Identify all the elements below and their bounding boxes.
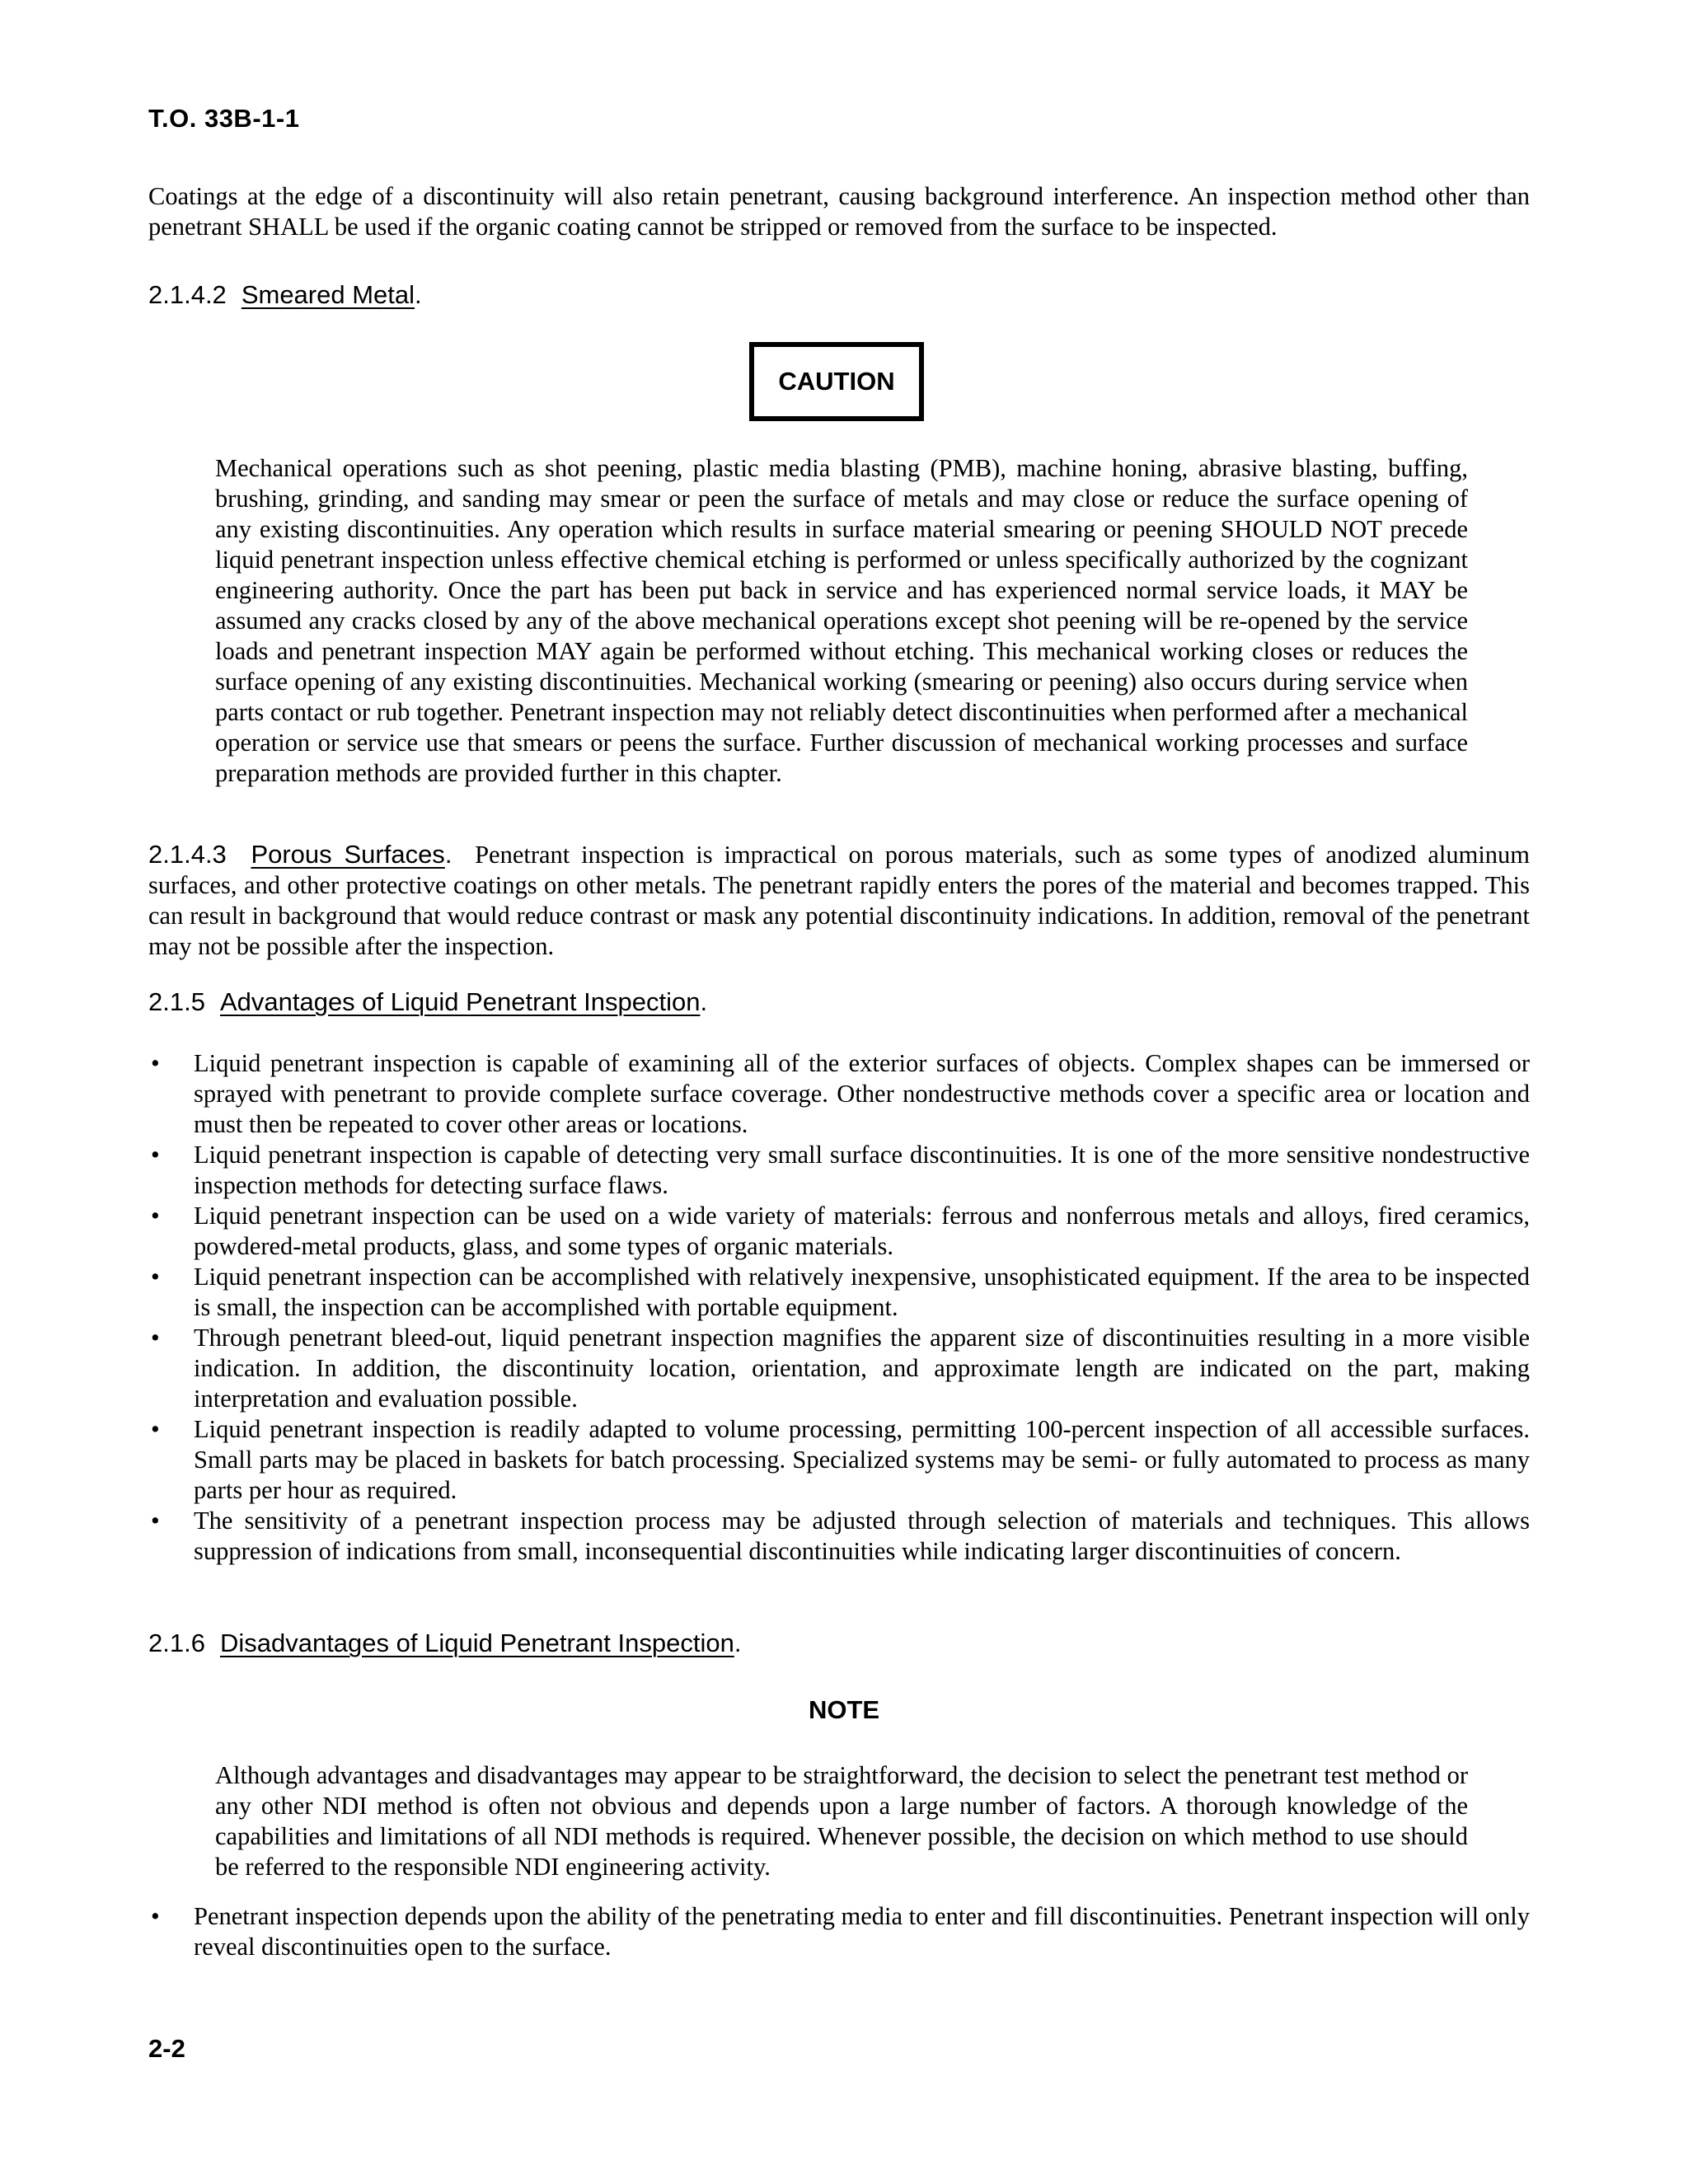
bullet-icon: • — [151, 1324, 160, 1352]
caution-text: Mechanical operations such as shot peening, plastic media blasting (PMB), machine honing, abrasive blasting, buffing, brushing, grinding, and sanding may smear or peen the surface of metals and may close or reduce the surface opening of any existing discontinuities. Any operation which results in surface material smearing or peening SHOULD NOT precede liquid penetrant inspection unless effective chemical etching is performed or unless specifically authorized by the cognizant engineering authority. Once the part has been put back in service and has experienced normal service loads, it MAY be assumed any cracks closed by any of the above mechanical operations except shot peening will be re-opened by the service loads and penetrant inspection MAY again be performed without etching. This mechanical working closes or reduces the surface opening of any existing discontinuities. Mechanical working (smearing or peening) also occurs during service when parts contact or rub together. Penetrant inspection may not reliably detect discontinuities when performed after a mechanical operation or service use that smears or peens the surface. Further discussion of mechanical working processes and surface preparation methods are provided further in this chapter. — [215, 454, 1468, 787]
section-number: 2.1.4.2 — [148, 280, 227, 309]
disadvantages-list — [148, 1901, 1530, 1962]
document-id-header: T.O. 33B-1-1 — [148, 104, 300, 133]
section-title: Disadvantages of Liquid Penetrant Inspection — [219, 1629, 734, 1657]
list-item: • Liquid penetrant inspection is capable of examining all of the exterior surfaces of objects. Complex shapes can be immersed or sprayed with penetrant to provide complete surface coverage. Other nondestructive methods cover a specific area or location and must then be repeated to cover other areas or locations. — [151, 1049, 1530, 1138]
section-title: Porous Surfaces — [251, 840, 445, 869]
bullet-icon: • — [151, 1263, 160, 1291]
section-text: Penetrant inspection is impractical on porous materials, such as some types of anodized aluminum surfaces, and other protective coatings on other metals. The penetrant rapidly enters the pores of the material and becomes trapped. This can result in background that would reduce contrast or mask any potential discontinuity indications. In addition, removal of the penetrant may not be possible after the inspection. — [148, 841, 1531, 960]
section-paragraph-2143 — [148, 839, 1530, 962]
section-heading-2143: 2.1.4.3 Porous Surfaces. — [148, 840, 452, 869]
section-number: 2.1.4.3 — [148, 840, 227, 869]
bullet-icon: • — [151, 1902, 160, 1930]
section-heading-216: 2.1.6 Disadvantages of Liquid Penetrant Inspection. — [148, 1629, 742, 1657]
list-item: • Liquid penetrant inspection is readily adapted to volume processing, permitting 100-percent inspection of all accessible surfaces. Small parts may be placed in baskets for batch processing. Specialized systems may be semi- or fully automated to process as many parts per hour as required. — [151, 1415, 1530, 1504]
section-heading-2142: 2.1.4.2 Smeared Metal. — [148, 280, 422, 309]
list-item: • The sensitivity of a penetrant inspection process may be adjusted through selection of materials and techniques. This allows suppression of indications from small, inconsequential discontinuities while indicating larger discontinuities of concern. — [151, 1507, 1530, 1565]
section-title: Advantages of Liquid Penetrant Inspection — [219, 987, 701, 1016]
list-item: • Penetrant inspection depends upon the ability of the penetrating media to enter and fill discontinuities. Penetrant inspection will only reveal discontinuities open to the surface. — [151, 1902, 1530, 1961]
note-text: Although advantages and disadvantages may appear to be straightforward, the decision to select the penetrant test method or any other NDI method is often not obvious and depends upon a large number of factors. A thorough knowledge of the capabilities and limitations of all NDI methods is required. Whenever possible, the decision on which method to use should be referred to the responsible NDI engineering activity. — [215, 1761, 1468, 1881]
section-heading-215: 2.1.5 Advantages of Liquid Penetrant Inspection. — [148, 987, 708, 1016]
section-title: Smeared Metal — [241, 280, 415, 309]
intro-paragraph: Coatings at the edge of a discontinuity will also retain penetrant, causing background interference. An inspection method other than penetrant SHALL be used if the organic coating cannot be stripped or removed from the surface to be inspected. — [148, 182, 1530, 241]
caution-label: CAUTION — [778, 367, 895, 396]
bullet-icon: • — [151, 1141, 160, 1169]
bullet-icon: • — [151, 1202, 160, 1230]
section-number: 2.1.5 — [148, 987, 205, 1016]
bullet-icon: • — [151, 1415, 160, 1443]
bullet-icon: • — [151, 1049, 160, 1077]
list-item: • Liquid penetrant inspection can be accomplished with relatively inexpensive, unsophisticated equipment. If the area to be inspected is small, the inspection can be accomplished with portable equipment. — [151, 1263, 1530, 1321]
list-item: • Through penetrant bleed-out, liquid penetrant inspection magnifies the apparent size of discontinuities resulting in a more visible indication. In addition, the discontinuity location, orientation, and approximate length are indicated on the part, making interpretation and evaluation possible. — [151, 1324, 1530, 1413]
note-label: NOTE — [808, 1695, 880, 1724]
list-item: • Liquid penetrant inspection is capable of detecting very small surface discontinuities. It is one of the more sensitive nondestructive inspection methods for detecting surface flaws. — [151, 1141, 1530, 1199]
list-item: • Liquid penetrant inspection can be used on a wide variety of materials: ferrous and nonferrous metals and alloys, fired ceramics, powdered-metal products, glass, and some types of organic materials. — [151, 1202, 1530, 1260]
caution-box — [749, 342, 924, 421]
advantages-list — [148, 1048, 1530, 1567]
section-number: 2.1.6 — [148, 1629, 205, 1657]
bullet-icon: • — [151, 1507, 160, 1535]
page-number-footer: 2-2 — [148, 2034, 185, 2063]
